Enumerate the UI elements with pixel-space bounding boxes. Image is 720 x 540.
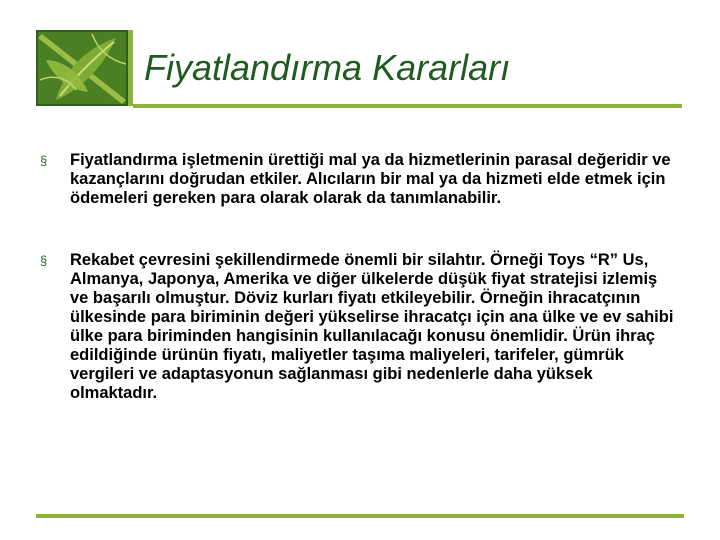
footer-rule (36, 514, 684, 518)
title-underline-rule (133, 104, 682, 108)
title-vertical-rule (128, 30, 133, 106)
bullet-item (40, 251, 680, 403)
bullet-text: Fiyatlandırma işletmenin ürettiği mal ya da hizmetlerinin parasal değeridir ve kazançlarını doğrudan etkiler. Alıcıların bir mal ya da hizmeti elde etmek için ödemeleri gereken para olarak olarak da tanımlanabilir. (70, 151, 671, 207)
bullet-text: Rekabet çevresini şekillendirmede önemli bir silahtır. Örneği Toys “R” Us, Almanya, Japonya, Amerika ve diğer ülkelerde düşük fiyat stratejisi izlemiş ve başarılı olmuştur. Döviz kurları fiyatı etkileyebilir. Örneğin ihracatçının ülkesinde para biriminin değeri yükselirse ihracatçı için ana ülke ve ev sahibi ülke para biriminden hangisinin kullanılacağı konusu önemlidir. Ürün ihraç edildiğinde ürünün fiyatı, maliyetler taşıma maliyeleri, tarifeler, gümrük vergileri ve adaptasyonun sağlanması gibi nedenlerle daha yüksek olmaktadır. (70, 251, 674, 402)
section-sign-bullet-icon: § (40, 253, 48, 268)
slide-title: Fiyatlandırma Kararları (144, 47, 511, 88)
leaf-logo-icon (36, 30, 128, 106)
bullet-item (40, 151, 680, 208)
section-sign-bullet-icon: § (40, 153, 48, 168)
bullet-list (40, 151, 680, 403)
